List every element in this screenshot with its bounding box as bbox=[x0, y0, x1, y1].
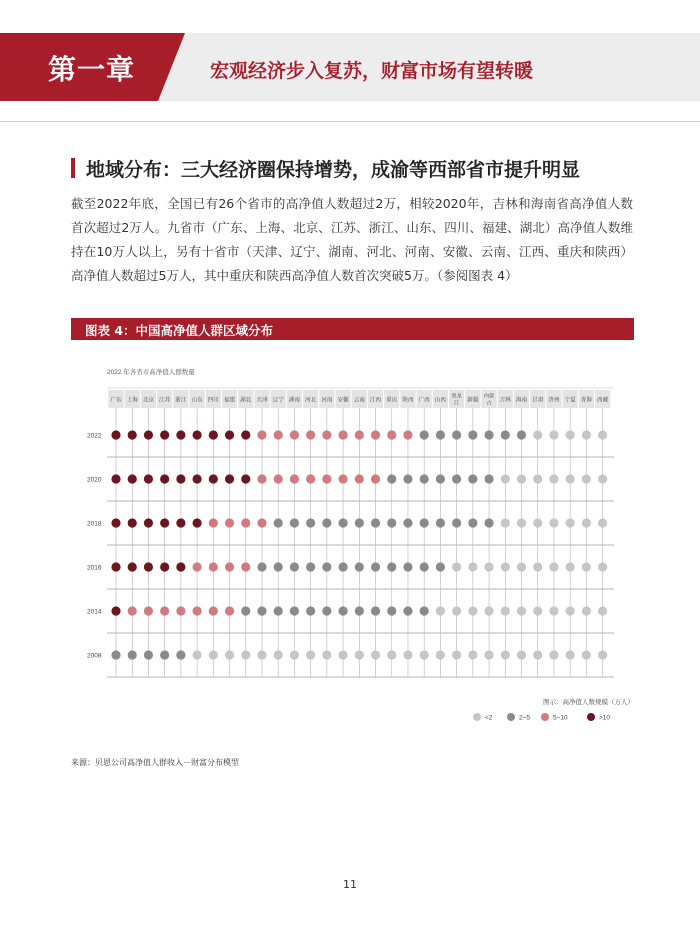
data-dot bbox=[533, 474, 542, 483]
data-dot bbox=[257, 606, 266, 615]
data-dot bbox=[549, 650, 558, 659]
province-label: 西藏 bbox=[596, 397, 609, 404]
data-dot bbox=[420, 606, 429, 615]
data-dot bbox=[111, 562, 120, 571]
data-dot bbox=[549, 474, 558, 483]
data-dot bbox=[193, 650, 202, 659]
data-dot bbox=[111, 650, 120, 659]
data-dot bbox=[160, 606, 169, 615]
year-label: 2020 bbox=[87, 476, 102, 484]
data-dot bbox=[436, 518, 445, 527]
data-dot bbox=[403, 518, 412, 527]
data-dot bbox=[484, 474, 493, 483]
data-dot bbox=[257, 430, 266, 439]
data-dot bbox=[241, 518, 250, 527]
data-dot bbox=[517, 606, 526, 615]
province-label: 重庆 bbox=[386, 397, 398, 404]
data-dot bbox=[452, 606, 461, 615]
data-dot bbox=[387, 430, 396, 439]
data-dot bbox=[241, 430, 250, 439]
province-label: 青海 bbox=[580, 397, 592, 404]
data-dot bbox=[549, 606, 558, 615]
data-dot bbox=[403, 474, 412, 483]
data-dot bbox=[290, 562, 299, 571]
data-dot bbox=[290, 430, 299, 439]
data-dot bbox=[193, 474, 202, 483]
data-dot bbox=[193, 518, 202, 527]
legend-swatch bbox=[541, 713, 549, 721]
data-dot bbox=[338, 562, 347, 571]
data-dot bbox=[257, 650, 266, 659]
province-label: 安徽 bbox=[337, 397, 349, 404]
data-dot bbox=[387, 650, 396, 659]
province-label: 北京 bbox=[142, 397, 155, 404]
data-dot bbox=[128, 474, 137, 483]
data-dot bbox=[355, 562, 364, 571]
data-dot bbox=[549, 562, 558, 571]
data-dot bbox=[274, 562, 283, 571]
data-dot bbox=[387, 606, 396, 615]
data-dot bbox=[225, 430, 234, 439]
data-dot bbox=[420, 518, 429, 527]
province-label: 吉林 bbox=[499, 397, 511, 404]
data-dot bbox=[517, 430, 526, 439]
province-label: 海南 bbox=[515, 397, 528, 404]
province-label-line2: 江 bbox=[454, 400, 460, 407]
data-dot bbox=[403, 606, 412, 615]
province-label: 贵州 bbox=[548, 397, 560, 404]
data-dot bbox=[322, 562, 331, 571]
data-dot bbox=[160, 518, 169, 527]
data-dot bbox=[598, 430, 607, 439]
data-dot bbox=[322, 518, 331, 527]
data-dot bbox=[468, 474, 477, 483]
province-label: 江西 bbox=[369, 397, 382, 404]
legend-swatch bbox=[473, 713, 481, 721]
data-dot bbox=[420, 430, 429, 439]
section-accent-bar bbox=[71, 158, 75, 178]
year-label: 2008 bbox=[87, 652, 102, 660]
data-dot bbox=[484, 430, 493, 439]
year-label: 2014 bbox=[87, 608, 102, 616]
data-dot bbox=[338, 650, 347, 659]
data-dot bbox=[193, 606, 202, 615]
data-dot bbox=[420, 474, 429, 483]
data-dot bbox=[144, 474, 153, 483]
data-dot bbox=[371, 430, 380, 439]
data-dot bbox=[144, 606, 153, 615]
data-dot bbox=[225, 474, 234, 483]
data-dot bbox=[371, 606, 380, 615]
province-label-line2: 古 bbox=[486, 400, 492, 407]
province-label: 河南 bbox=[321, 397, 333, 404]
legend-swatch bbox=[507, 713, 515, 721]
data-dot bbox=[598, 518, 607, 527]
data-dot bbox=[582, 474, 591, 483]
data-dot bbox=[290, 606, 299, 615]
data-dot bbox=[387, 474, 396, 483]
data-dot bbox=[501, 474, 510, 483]
data-dot bbox=[501, 650, 510, 659]
province-label: 湖南 bbox=[288, 397, 301, 404]
data-dot bbox=[517, 650, 526, 659]
data-dot bbox=[128, 606, 137, 615]
data-dot bbox=[598, 650, 607, 659]
data-dot bbox=[582, 562, 591, 571]
data-dot bbox=[338, 430, 347, 439]
data-dot bbox=[274, 430, 283, 439]
data-dot bbox=[209, 650, 218, 659]
data-dot bbox=[387, 562, 396, 571]
data-dot bbox=[209, 606, 218, 615]
data-dot bbox=[322, 474, 331, 483]
province-label: 福建 bbox=[223, 397, 236, 404]
data-dot bbox=[306, 430, 315, 439]
data-dot bbox=[420, 562, 429, 571]
data-dot bbox=[355, 650, 364, 659]
data-dot bbox=[128, 562, 137, 571]
data-dot bbox=[274, 518, 283, 527]
chart-region-distribution bbox=[71, 340, 634, 740]
data-dot bbox=[501, 562, 510, 571]
legend-label: <2 bbox=[485, 714, 493, 722]
data-dot bbox=[176, 650, 185, 659]
data-dot bbox=[484, 650, 493, 659]
data-dot bbox=[193, 562, 202, 571]
data-dot bbox=[582, 606, 591, 615]
data-dot bbox=[144, 518, 153, 527]
data-dot bbox=[436, 606, 445, 615]
data-dot bbox=[111, 606, 120, 615]
data-dot bbox=[306, 518, 315, 527]
province-label: 湖北 bbox=[240, 397, 252, 404]
data-dot bbox=[452, 562, 461, 571]
province-label: 甘肃 bbox=[532, 397, 544, 404]
legend-label: 2~5 bbox=[519, 714, 531, 722]
data-dot bbox=[582, 650, 591, 659]
province-label: 山西 bbox=[434, 397, 447, 404]
legend-title: 图示：高净值人数规模（万人） bbox=[543, 699, 634, 706]
data-dot bbox=[403, 562, 412, 571]
data-dot bbox=[290, 650, 299, 659]
data-dot bbox=[484, 518, 493, 527]
data-dot bbox=[274, 650, 283, 659]
data-dot bbox=[436, 474, 445, 483]
data-dot bbox=[274, 606, 283, 615]
data-dot bbox=[306, 606, 315, 615]
data-dot bbox=[436, 650, 445, 659]
figure-source: 来源：贝恩公司高净值人群收入－财富分布模型 bbox=[71, 758, 239, 767]
chapter-label: 第一章 bbox=[48, 53, 136, 86]
data-dot bbox=[355, 430, 364, 439]
data-dot bbox=[225, 650, 234, 659]
province-label: 山东 bbox=[191, 397, 203, 404]
data-dot bbox=[209, 474, 218, 483]
data-dot bbox=[160, 650, 169, 659]
data-dot bbox=[225, 562, 234, 571]
data-dot bbox=[241, 474, 250, 483]
data-dot bbox=[274, 474, 283, 483]
data-dot bbox=[241, 562, 250, 571]
data-dot bbox=[306, 562, 315, 571]
section-title: 地域分布：三大经济圈保持增势，成渝等西部省市提升明显 bbox=[86, 159, 581, 181]
data-dot bbox=[371, 562, 380, 571]
data-dot bbox=[144, 430, 153, 439]
data-dot bbox=[241, 606, 250, 615]
data-dot bbox=[355, 606, 364, 615]
data-dot bbox=[484, 562, 493, 571]
data-dot bbox=[111, 474, 120, 483]
data-dot bbox=[111, 430, 120, 439]
page-number: 11 bbox=[343, 878, 357, 891]
data-dot bbox=[436, 562, 445, 571]
legend-swatch bbox=[587, 713, 595, 721]
data-dot bbox=[549, 518, 558, 527]
data-dot bbox=[371, 518, 380, 527]
data-dot bbox=[501, 518, 510, 527]
data-dot bbox=[533, 650, 542, 659]
data-dot bbox=[144, 562, 153, 571]
province-label: 广西 bbox=[418, 397, 430, 404]
data-dot bbox=[468, 606, 477, 615]
chapter-header bbox=[0, 33, 700, 101]
province-label: 黑龙 bbox=[451, 393, 462, 400]
data-dot bbox=[533, 518, 542, 527]
data-dot bbox=[468, 650, 477, 659]
data-dot bbox=[598, 606, 607, 615]
data-dot bbox=[371, 474, 380, 483]
province-label: 新疆 bbox=[467, 397, 479, 404]
data-dot bbox=[322, 606, 331, 615]
data-dot bbox=[322, 430, 331, 439]
data-dot bbox=[452, 650, 461, 659]
data-dot bbox=[468, 562, 477, 571]
data-dot bbox=[257, 474, 266, 483]
data-dot bbox=[566, 430, 575, 439]
year-label: 2022 bbox=[87, 432, 102, 440]
data-dot bbox=[582, 430, 591, 439]
data-dot bbox=[241, 650, 250, 659]
data-dot bbox=[338, 474, 347, 483]
data-dot bbox=[176, 430, 185, 439]
legend-label: >10 bbox=[599, 714, 611, 722]
province-label: 上海 bbox=[126, 397, 138, 404]
figure-title-bar bbox=[71, 318, 634, 340]
province-label: 陕西 bbox=[402, 397, 414, 404]
data-dot bbox=[306, 650, 315, 659]
data-dot bbox=[338, 606, 347, 615]
province-label: 云南 bbox=[353, 397, 365, 404]
data-dot bbox=[598, 562, 607, 571]
data-dot bbox=[452, 430, 461, 439]
data-dot bbox=[209, 562, 218, 571]
province-label: 浙江 bbox=[175, 397, 187, 404]
data-dot bbox=[582, 518, 591, 527]
data-dot bbox=[128, 650, 137, 659]
year-label: 2018 bbox=[87, 520, 102, 528]
data-dot bbox=[128, 430, 137, 439]
data-dot bbox=[533, 606, 542, 615]
data-dot bbox=[517, 474, 526, 483]
data-dot bbox=[176, 474, 185, 483]
data-dot bbox=[225, 518, 234, 527]
province-label: 四川 bbox=[207, 397, 219, 404]
header-divider bbox=[0, 121, 700, 122]
data-dot bbox=[144, 650, 153, 659]
data-dot bbox=[209, 430, 218, 439]
data-dot bbox=[355, 474, 364, 483]
data-dot bbox=[403, 650, 412, 659]
data-dot bbox=[193, 430, 202, 439]
data-dot bbox=[160, 474, 169, 483]
data-dot bbox=[128, 518, 137, 527]
data-dot bbox=[501, 430, 510, 439]
data-dot bbox=[598, 474, 607, 483]
data-dot bbox=[225, 606, 234, 615]
data-dot bbox=[517, 518, 526, 527]
chapter-title: 宏观经济步入复苏，财富市场有望转暖 bbox=[210, 60, 534, 82]
data-dot bbox=[420, 650, 429, 659]
data-dot bbox=[566, 562, 575, 571]
data-dot bbox=[566, 474, 575, 483]
data-dot bbox=[468, 518, 477, 527]
province-label: 天津 bbox=[256, 397, 268, 404]
data-dot bbox=[290, 518, 299, 527]
data-dot bbox=[566, 650, 575, 659]
province-label: 宁夏 bbox=[564, 397, 576, 404]
data-dot bbox=[209, 518, 218, 527]
data-dot bbox=[452, 518, 461, 527]
data-dot bbox=[533, 562, 542, 571]
data-dot bbox=[290, 474, 299, 483]
data-dot bbox=[160, 562, 169, 571]
province-label: 内蒙 bbox=[483, 393, 495, 400]
year-label: 2016 bbox=[87, 564, 102, 572]
data-dot bbox=[501, 606, 510, 615]
data-dot bbox=[452, 474, 461, 483]
province-label: 河北 bbox=[305, 397, 317, 404]
data-dot bbox=[468, 430, 477, 439]
data-dot bbox=[257, 562, 266, 571]
province-headers bbox=[108, 390, 610, 408]
legend-label: 5~10 bbox=[553, 714, 568, 722]
data-dot bbox=[436, 430, 445, 439]
data-dot bbox=[176, 562, 185, 571]
data-dot bbox=[338, 518, 347, 527]
data-dot bbox=[387, 518, 396, 527]
data-dot bbox=[355, 518, 364, 527]
data-dot bbox=[403, 430, 412, 439]
data-dot bbox=[111, 518, 120, 527]
province-label: 辽宁 bbox=[272, 397, 284, 404]
data-dot bbox=[566, 606, 575, 615]
section-paragraph: 截至2022年底，全国已有26个省市的高净值人数超过2万，相较2020年，吉林和海南省高净值人数首次超过2万人。九省市（广东、上海、北京、江苏、浙江、山东、四川、福建、湖北）高净值人数维持在10万人以上，另有十省市（天津、辽宁、湖南、河北、河南、安徽、云南、江西、重庆和陕西）高净值人数超过5万人，其中重庆和陕西高净值人数首次突破5万。（参阅图表 4） bbox=[71, 196, 633, 283]
figure-title: 图表 4：中国高净值人群区域分布 bbox=[85, 323, 274, 338]
data-dot bbox=[566, 518, 575, 527]
data-dot bbox=[306, 474, 315, 483]
data-dot bbox=[176, 518, 185, 527]
province-label: 广东 bbox=[110, 397, 122, 404]
data-dot bbox=[257, 518, 266, 527]
data-dot bbox=[549, 430, 558, 439]
data-dot bbox=[371, 650, 380, 659]
data-dot bbox=[322, 650, 331, 659]
province-label: 江苏 bbox=[159, 397, 171, 404]
data-dot bbox=[176, 606, 185, 615]
data-dot bbox=[533, 430, 542, 439]
data-dot bbox=[484, 606, 493, 615]
data-dot bbox=[517, 562, 526, 571]
chart-title: 2022 年各省市高净值人群数量 bbox=[107, 369, 195, 376]
data-dot bbox=[160, 430, 169, 439]
